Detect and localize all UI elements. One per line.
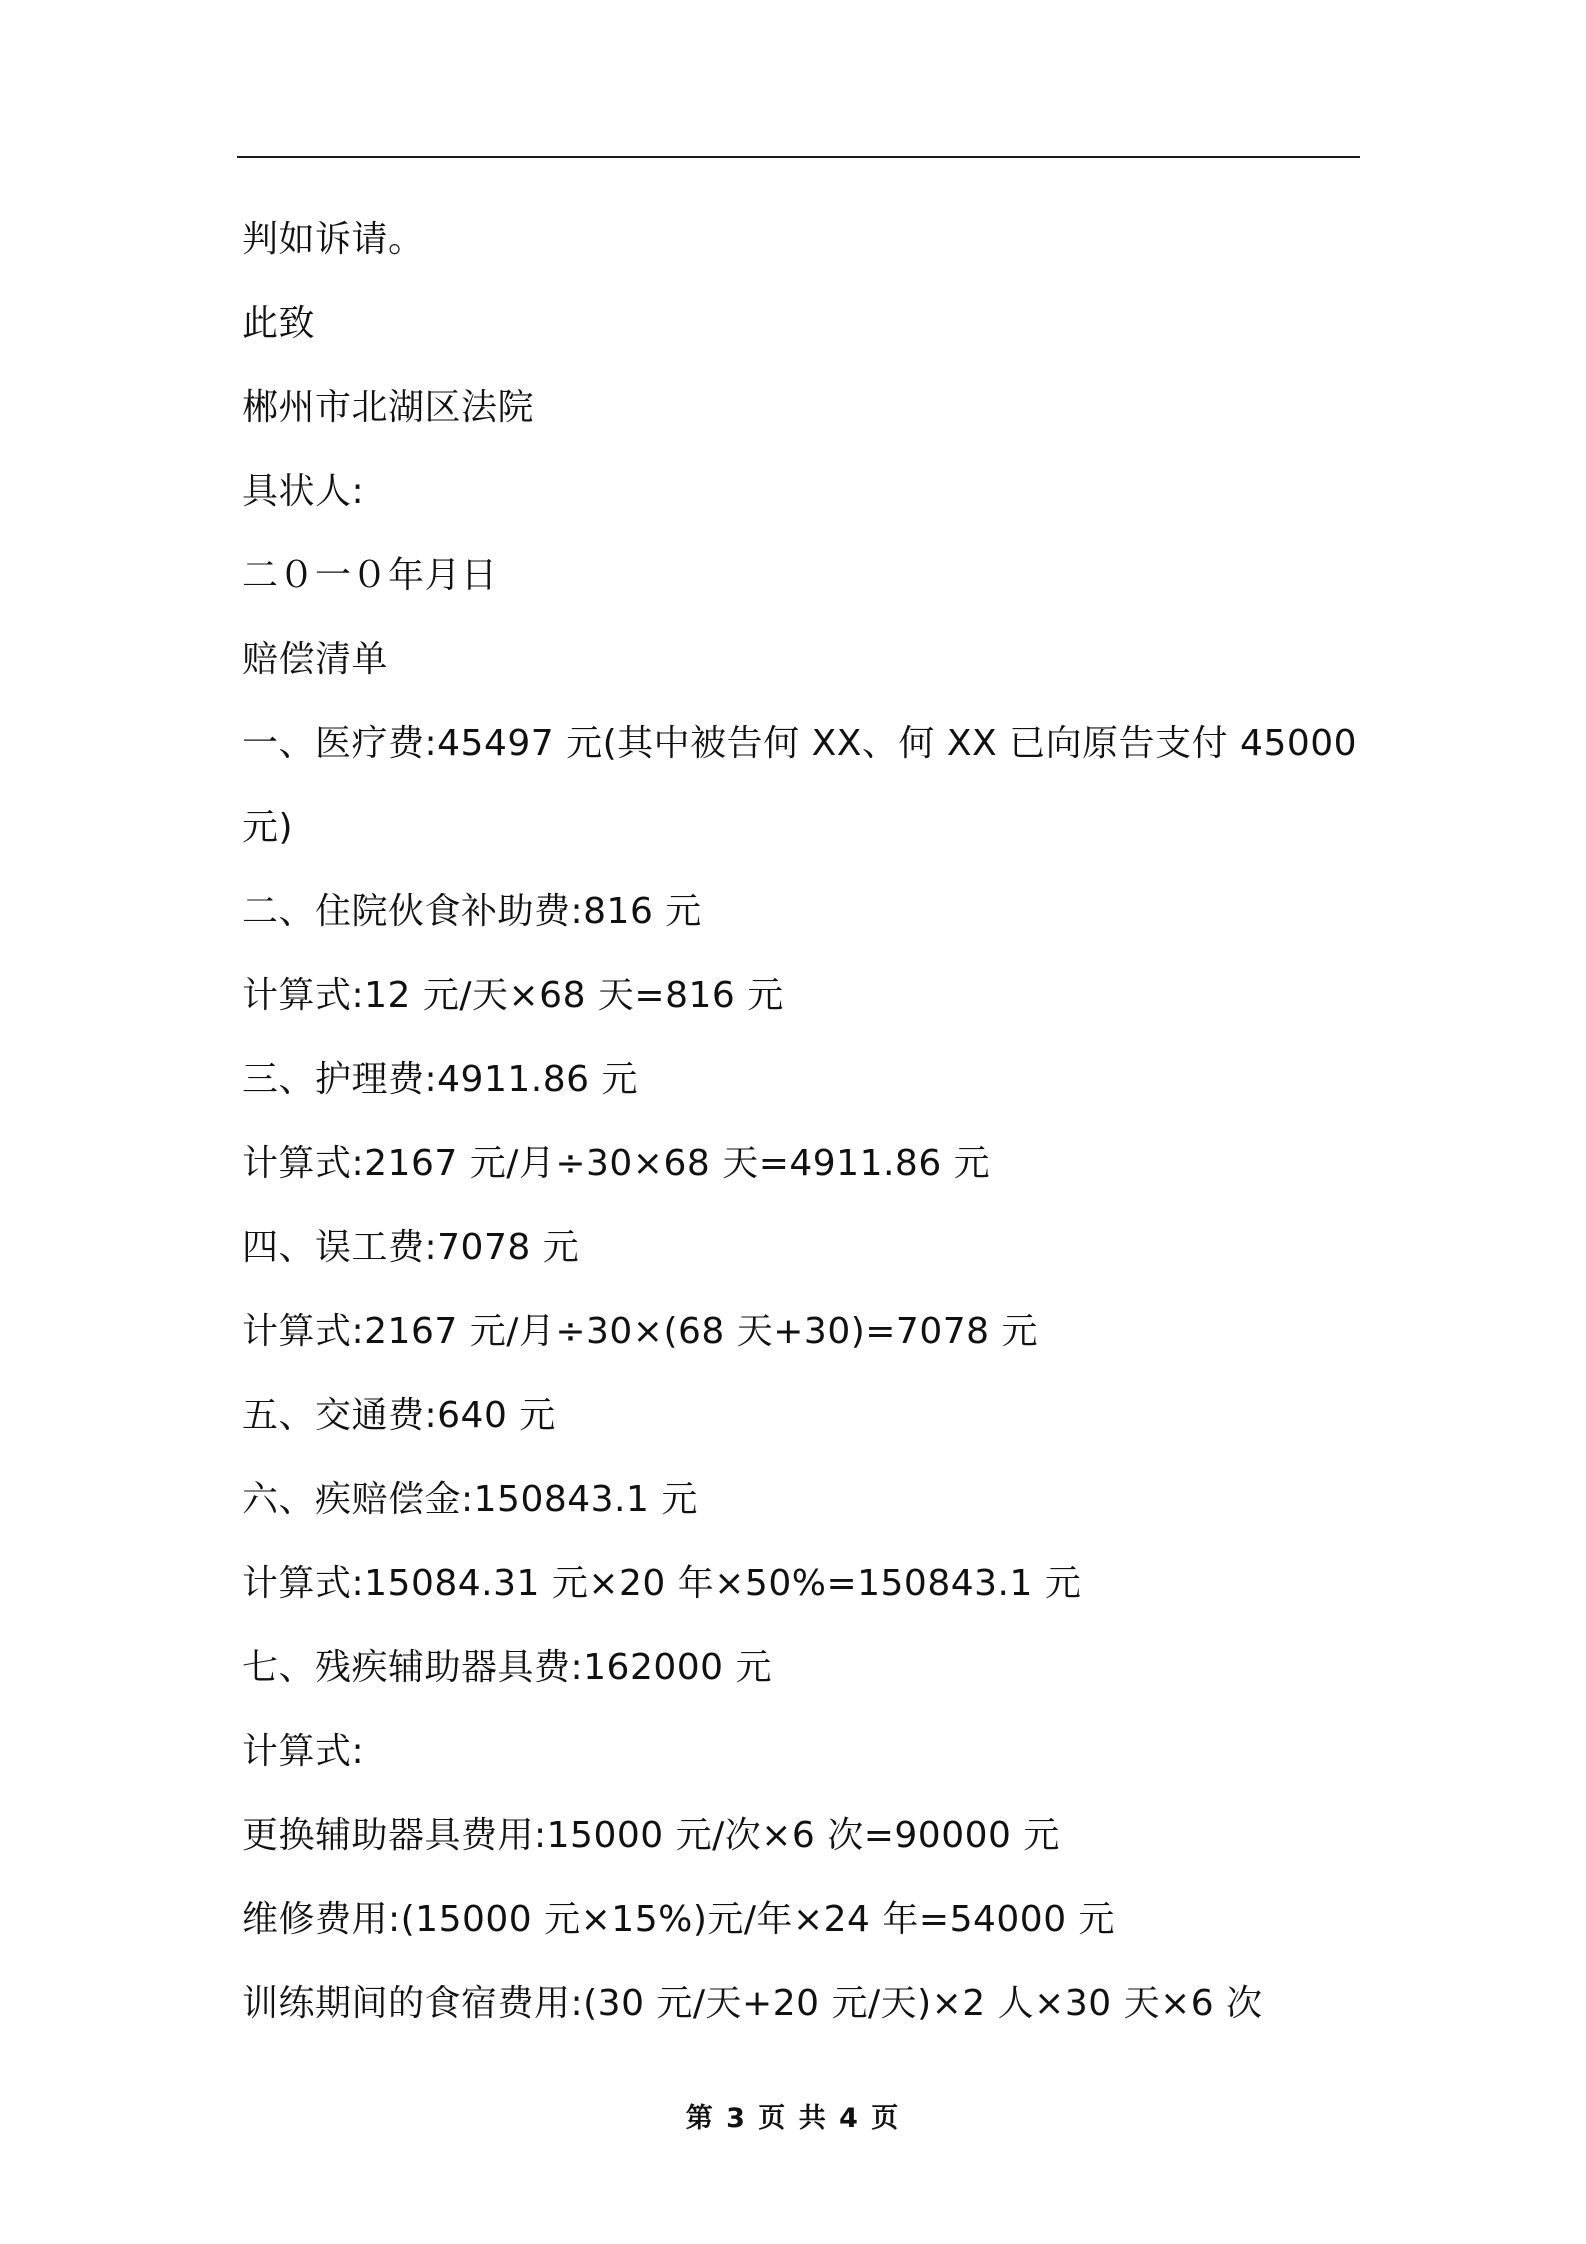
header-rule xyxy=(237,156,1360,158)
formula-line: 更换辅助器具费用:15000 元/次×6 次=90000 元 xyxy=(242,1815,1060,1856)
text-line: 此致 xyxy=(242,303,316,344)
formula-line: 计算式:12 元/天×68 天=816 元 xyxy=(242,975,784,1016)
list-item: 一、医疗费:45497 元(其中被告何 XX、何 XX 已向原告支付 45000 xyxy=(242,723,1358,764)
formula-line: 计算式:15084.31 元×20 年×50%=150843.1 元 xyxy=(242,1563,1082,1604)
text-line: 判如诉请。 xyxy=(242,219,425,260)
text-line: 具状人: xyxy=(242,471,365,512)
text-line: 郴州市北湖区法院 xyxy=(242,387,535,428)
section-heading: 赔偿清单 xyxy=(242,639,389,680)
list-item: 二、住院伙食补助费:816 元 xyxy=(242,891,702,932)
page-footer: 第 3 页 共 4 页 xyxy=(685,2103,901,2134)
list-item: 七、残疾辅助器具费:162000 元 xyxy=(242,1647,772,1688)
list-item: 五、交通费:640 元 xyxy=(242,1395,556,1436)
list-item: 六、疾赔偿金:150843.1 元 xyxy=(242,1479,698,1520)
formula-line: 计算式:2167 元/月÷30×68 天=4911.86 元 xyxy=(242,1143,991,1184)
formula-line: 计算式: xyxy=(242,1731,365,1772)
list-item: 三、护理费:4911.86 元 xyxy=(242,1059,638,1100)
list-item-continuation: 元) xyxy=(242,807,294,848)
list-item: 四、误工费:7078 元 xyxy=(242,1227,580,1268)
formula-line: 训练期间的食宿费用:(30 元/天+20 元/天)×2 人×30 天×6 次 xyxy=(242,1983,1263,2024)
formula-line: 维修费用:(15000 元×15%)元/年×24 年=54000 元 xyxy=(242,1899,1116,1940)
formula-line: 计算式:2167 元/月÷30×(68 天+30)=7078 元 xyxy=(242,1311,1038,1352)
document-body xyxy=(242,198,1362,2046)
text-line: 二０一０年月日 xyxy=(242,555,498,596)
